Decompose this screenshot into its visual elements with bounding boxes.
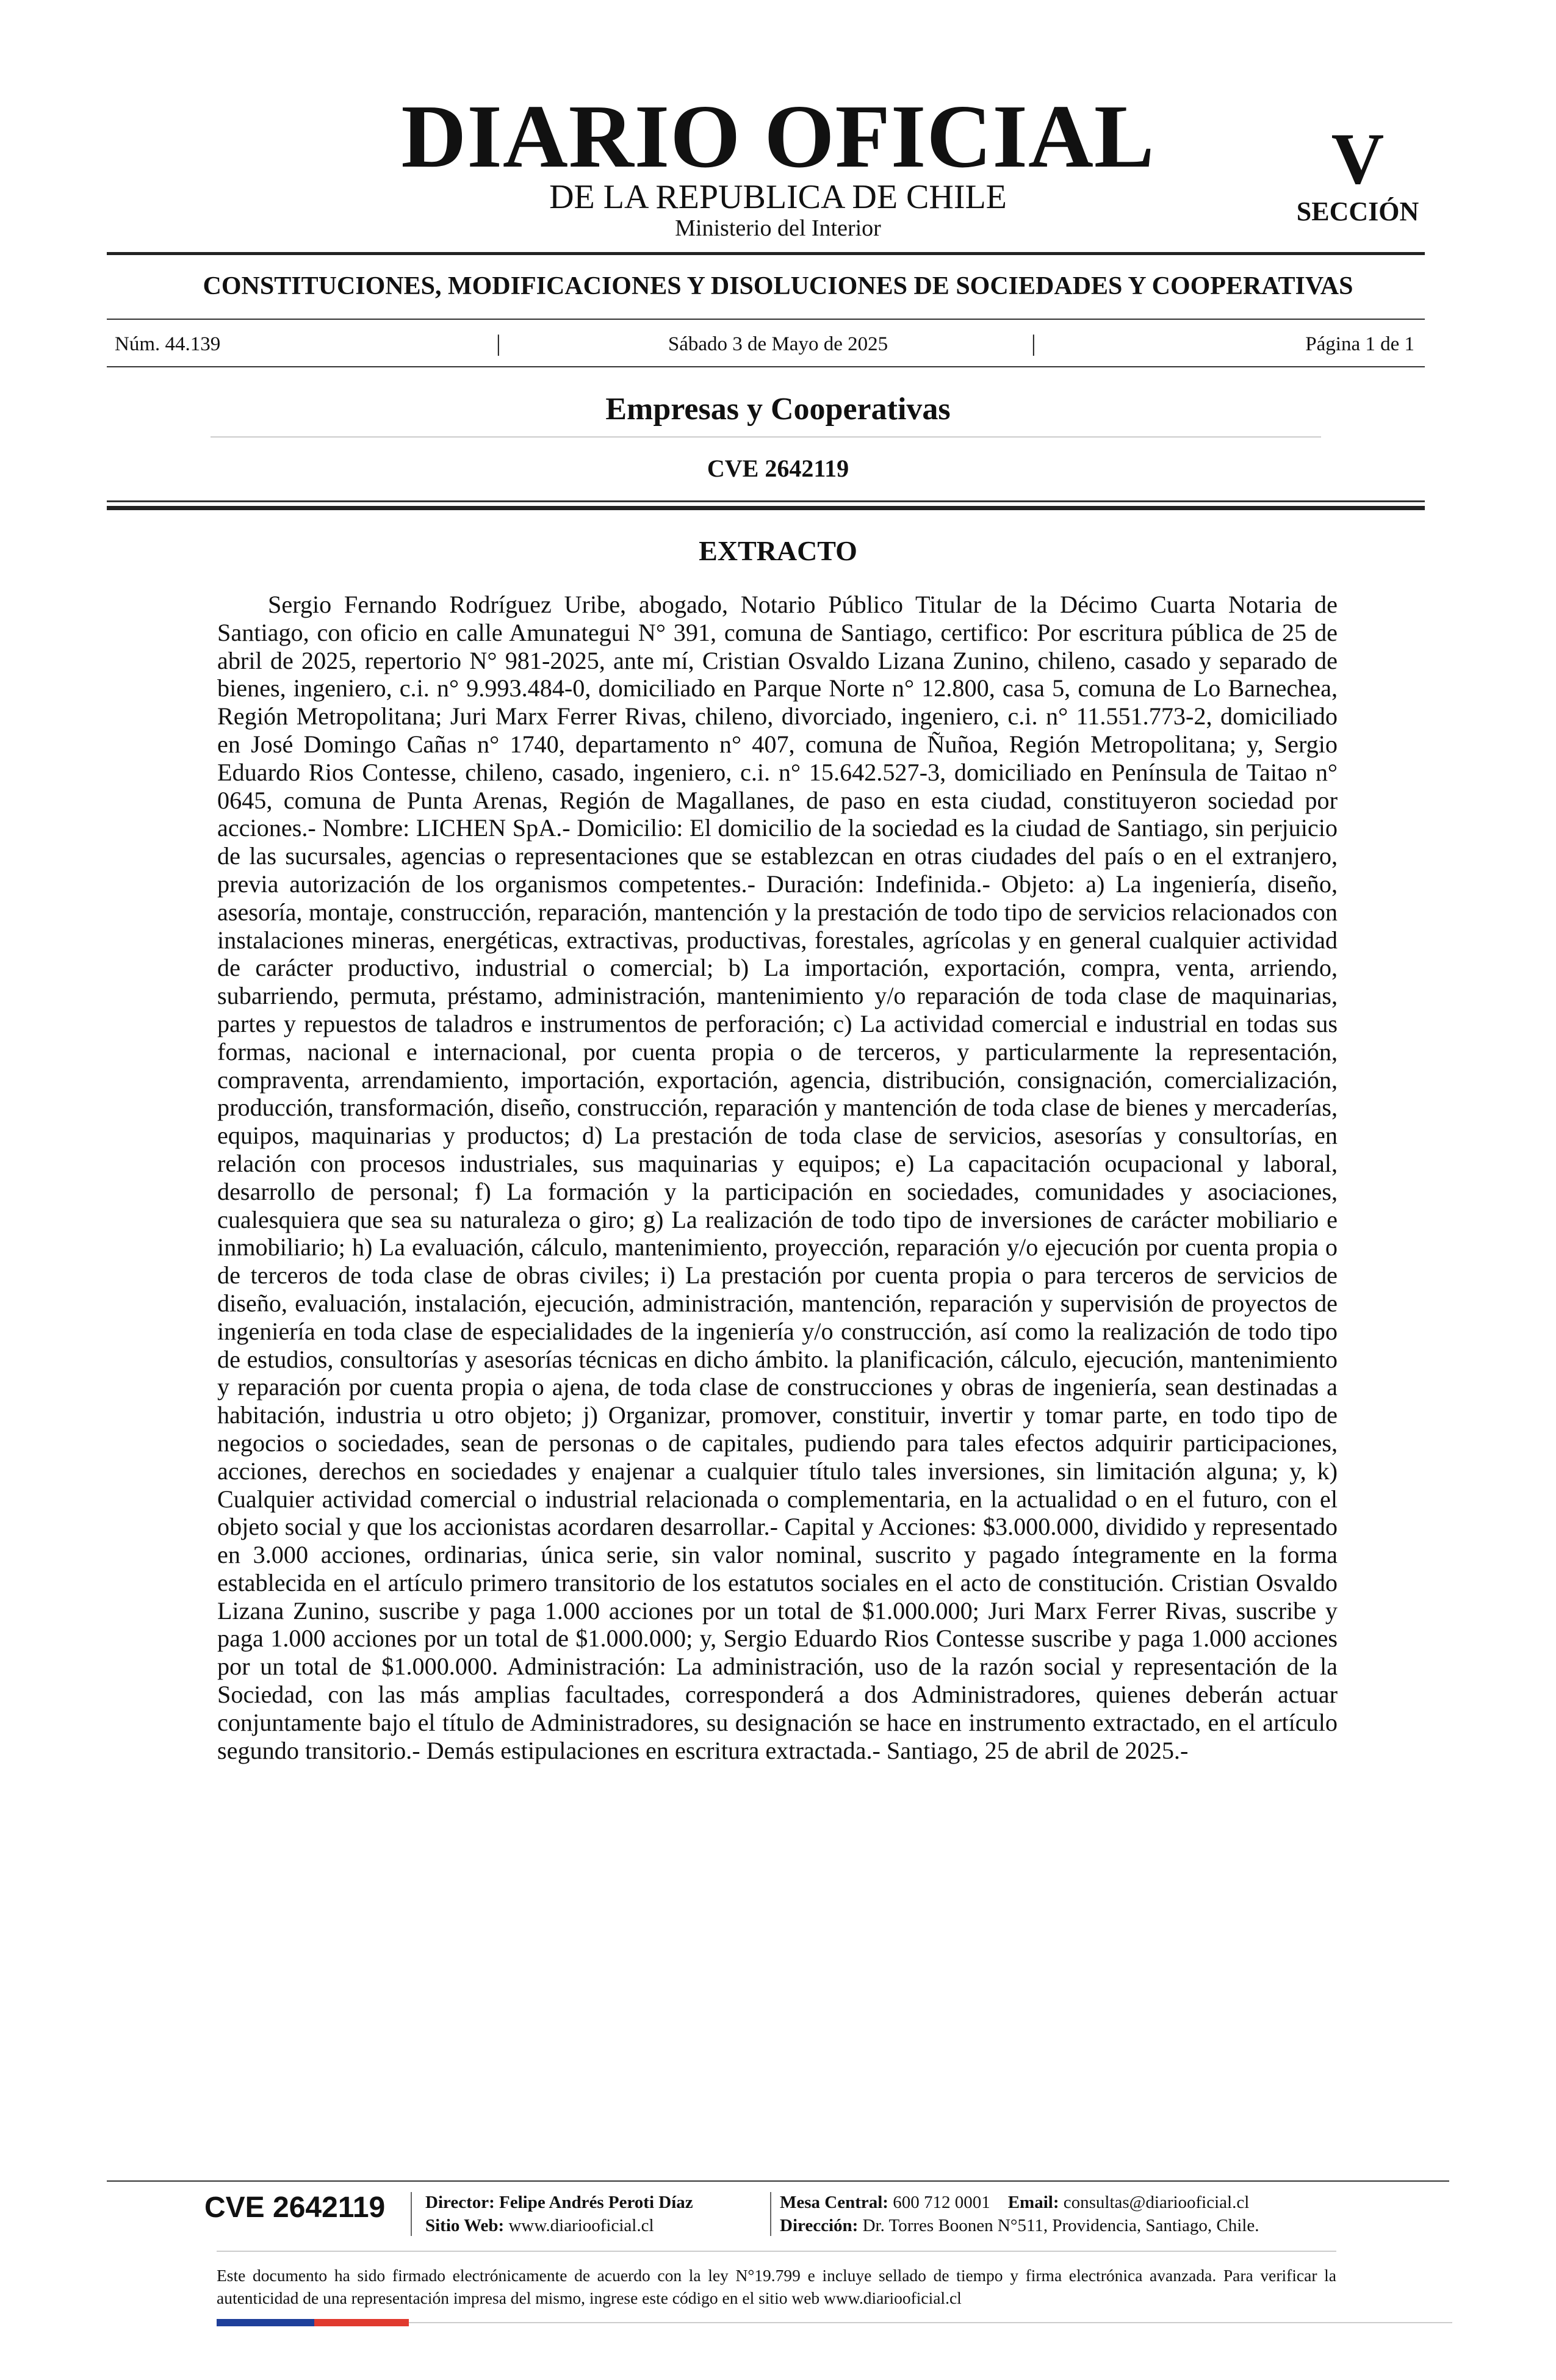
section-title-underline: [211, 436, 1321, 438]
phone-value: 600 712 0001: [893, 2193, 990, 2212]
issue-page: Página 1 de 1: [1305, 333, 1414, 355]
section-word: SECCIÓN: [1296, 197, 1419, 226]
category-divider: [107, 319, 1425, 320]
bottom-rule: [409, 2322, 1452, 2323]
cve-divider-bottom: [107, 506, 1425, 510]
masthead-divider: [107, 252, 1425, 255]
issue-separator: |: [496, 331, 501, 356]
cve-code: CVE 2642119: [707, 455, 849, 482]
website-link[interactable]: www.diariooficial.cl: [508, 2216, 654, 2235]
footer-separator: [411, 2192, 412, 2236]
footer-cve-code: CVE 2642119: [204, 2191, 386, 2224]
director-name: Felipe Andrés Peroti Díaz: [499, 2193, 693, 2212]
extract-title: EXTRACTO: [699, 535, 857, 566]
issue-separator: |: [1031, 331, 1036, 356]
footer-note-divider: [217, 2251, 1336, 2252]
address-label: Dirección:: [780, 2216, 859, 2235]
section-letter: V: [1331, 118, 1385, 199]
issue-number: Núm. 44.139: [115, 333, 221, 355]
address-value: Dr. Torres Boonen N°511, Providencia, Santiago, Chile.: [862, 2216, 1259, 2235]
issue-divider: [107, 366, 1425, 367]
flag-stripe-red: [314, 2319, 409, 2326]
footer-legal-note: Este documento ha sido firmado electrónicamente de acuerdo con la ley N°19.799 e incluye sellado de tiempo y firma electrónica avanzada. Para verificar la autenticidad de una representación impresa del mismo, ingrese este código en el sitio web www.diariooficial.cl: [217, 2266, 1336, 2307]
masthead-subtitle: DE LA REPUBLICA DE CHILE: [549, 178, 1007, 216]
section-title: Empresas y Cooperativas: [605, 392, 951, 427]
director-label: Director:: [425, 2193, 495, 2212]
category-title: CONSTITUCIONES, MODIFICACIONES Y DISOLUCIONES DE SOCIEDADES Y COOPERATIVAS: [203, 272, 1353, 300]
issue-date: Sábado 3 de Mayo de 2025: [668, 333, 888, 355]
email-label: Email:: [1007, 2193, 1059, 2212]
flag-stripe-blue: [217, 2319, 314, 2326]
footer-divider: [107, 2180, 1449, 2182]
footer-address: [780, 2214, 1259, 2237]
footer-director: [425, 2191, 693, 2214]
website-label: Sitio Web:: [425, 2216, 505, 2235]
footer-website: [425, 2214, 654, 2237]
extract-body: Sergio Fernando Rodríguez Uribe, abogado, Notario Público Titular de la Décimo Cuarta Notaria de Santiago, con oficio en calle Amunategui N° 391, comuna de Santiago, certifico: Por escritura pública de 25 de abril de 2025, repertorio N° 981-2025, ante mí, Cristian Osvaldo Lizana Zunino, chileno, casado y separado de bienes, ingeniero, c.i. n° 9.993.484-0, domiciliado en Parque Norte n° 12.800, casa 5, comuna de Lo Barnechea, Región Metropolitana; Juri Marx Ferrer Rivas, chileno, divorciado, ingeniero, c.i. n° 11.551.773-2, domiciliado en José Domingo Cañas n° 1740, departamento n° 407, comuna de Ñuñoa, Región Metropolitana; y, Sergio Eduardo Rios Contesse, chileno, casado, ingeniero, c.i. n° 15.642.527-3, domiciliado en Península de Taitao n° 0645, comuna de Punta Arenas, Región de Magallanes, de paso en esta ciudad, constituyeron sociedad por acciones.- Nombre: LICHEN SpA.- Domicilio: El domicilio de la sociedad es la ciudad de Santiago, sin perjuicio de las sucursales, agencias o representaciones que se establezcan en otras ciudades del país o en el extranjero, previa autorización de los organismos competentes.- Duración: Indefinida.- Objeto: a) La ingeniería, diseño, asesoría, montaje, construcción, reparación, mantención y la prestación de todo tipo de servicios relacionados con instalaciones mineras, energéticas, extractivas, productivas, forestales, agrícolas y en general cualquier actividad de carácter productivo, industrial o comercial; b) La importación, exportación, compra, venta, arriendo, subarriendo, permuta, préstamo, administración, mantenimiento y/o reparación de toda clase de maquinarias, partes y repuestos de taladros e instrumentos de perforación; c) La actividad comercial e industrial en todas sus formas, nacional e internacional, por cuenta propia o de terceros, y particularmente la representación, compraventa, arrendamiento, importación, exportación, agencia, distribución, consignación, comercialización, producción, transformación, diseño, construcción, reparación y mantención de toda clase de bienes y mercaderías, equipos, maquinarias y productos; d) La prestación de toda clase de servicios, asesorías y consultorías, en relación con procesos industriales, sus maquinarias y equipos; e) La capacitación ocupacional y laboral, desarrollo de personal; f) La formación y la participación en sociedades, comunidades y asociaciones, cualesquiera que sea su naturaleza o giro; g) La realización de todo tipo de inversiones de carácter mobiliario e inmobiliario; h) La evaluación, cálculo, mantenimiento, proyección, reparación y/o ejecución por cuenta propia o de terceros de toda clase de obras civiles; i) La prestación por cuenta propia o para terceros de servicios de diseño, evaluación, instalación, ejecución, administración, mantención, reparación y supervisión de proyectos de ingeniería en toda clase de especialidades de la ingeniería y/o construcción, así como la realización de todo tipo de estudios, consultorías y asesorías técnicas en dicho ámbito. la planificación, cálculo, ejecución, mantenimiento y reparación por cuenta propia o ajena, de toda clase de construcciones y obras de ingeniería, sean destinadas a habitación, industria u otro objeto; j) Organizar, promover, constituir, invertir y tomar parte, en todo tipo de negocios o sociedades, sean de personas o de capitales, pudiendo para tales efectos adquirir participaciones, acciones, derechos en sociedades y enajenar a cualquier título tales inversiones, sin limitación alguna; y, k) Cualquier actividad comercial o industrial relacionada o complementaria, en la actualidad o en el futuro, con el objeto social y que los accionistas acordaren desarrollar.- Capital y Acciones: $3.000.000, dividido y representado en 3.000 acciones, ordinarias, única serie, sin valor nominal, suscrito y pagado íntegramente en la forma establecida en el artículo primero transitorio de los estatutos sociales en el acto de constitución. Cristian Osvaldo Lizana Zunino, suscribe y paga 1.000 acciones por un total de $1.000.000; Juri Marx Ferrer Rivas, suscribe y paga 1.000 acciones por un total de $1.000.000; y, Sergio Eduardo Rios Contesse suscribe y paga 1.000 acciones por un total de $1.000.000. Administración: La administración, uso de la razón social y representación de la Sociedad, con las más amplias facultades, corresponderá a dos Administradores, quienes deberán actuar conjuntamente bajo el título de Administradores, su designación se hace en instrumento extractado, en el artículo segundo transitorio.- Demás estipulaciones en escritura extractada.- Santiago, 25 de abril de 2025.-: [217, 591, 1338, 1764]
cve-divider-top: [107, 500, 1425, 502]
masthead-ministry: Ministerio del Interior: [675, 215, 881, 241]
phone-label: Mesa Central:: [780, 2193, 888, 2212]
footer-contact: [780, 2191, 1249, 2214]
masthead-title: DIARIO OFICIAL: [401, 87, 1155, 187]
footer-separator: [770, 2192, 771, 2236]
email-link[interactable]: consultas@diariooficial.cl: [1063, 2193, 1250, 2212]
